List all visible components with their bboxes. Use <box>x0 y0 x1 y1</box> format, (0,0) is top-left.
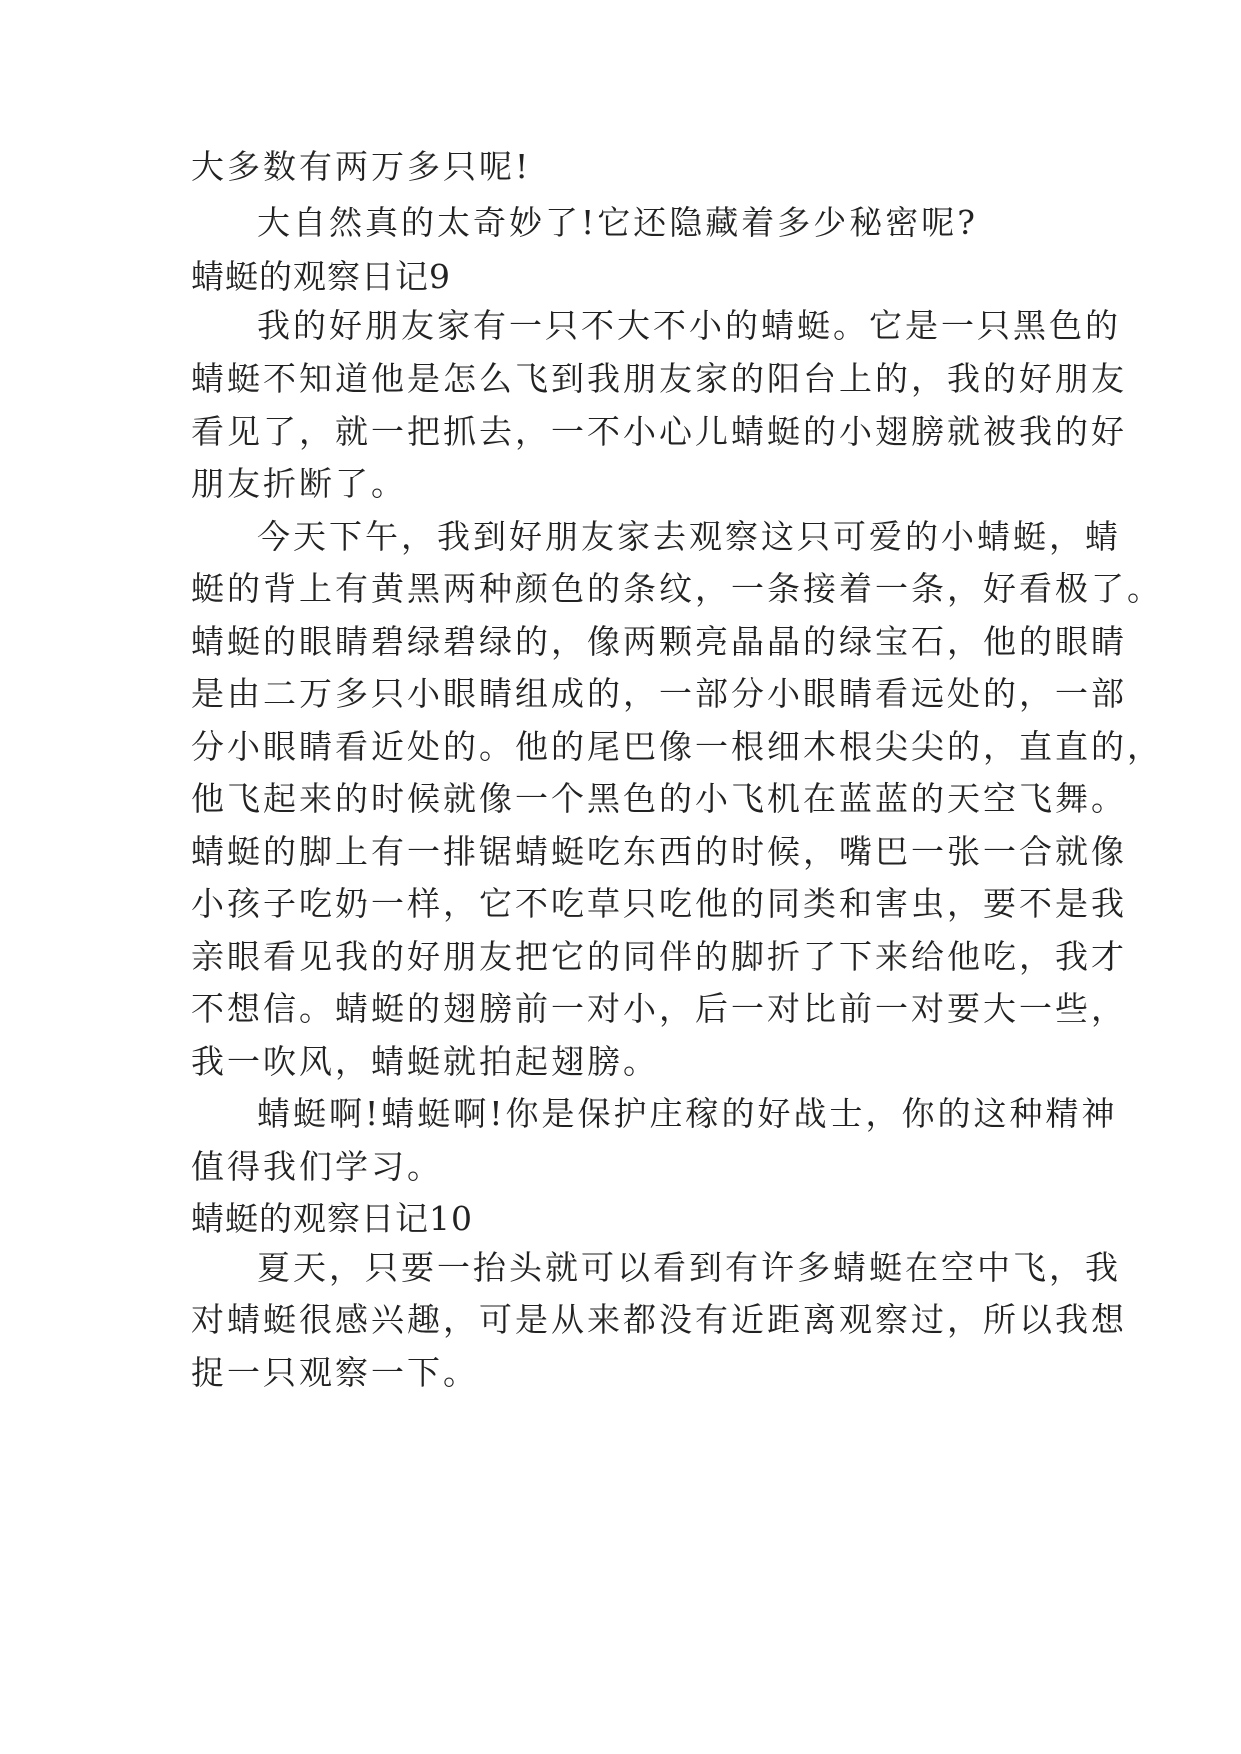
paragraph-line: 我的好朋友家有一只不大不小的蜻蜓。它是一只黑色的 <box>257 306 1121 345</box>
text-line: 捉一只观察一下。 <box>191 1353 479 1392</box>
text-line: 我一吹风，蜻蜓就拍起翅膀。 <box>191 1042 659 1081</box>
text-line: 大多数有两万多只呢! <box>191 147 532 186</box>
text-line: 值得我们学习。 <box>191 1147 443 1186</box>
paragraph-line: 夏天，只要一抬头就可以看到有许多蜻蜓在空中飞，我 <box>257 1248 1121 1287</box>
text-line: 亲眼看见我的好朋友把它的同伴的脚折了下来给他吃，我才 <box>191 937 1127 976</box>
section-heading: 蜻蜓的观察日记10 <box>191 1199 473 1238</box>
paragraph-line: 今天下午，我到好朋友家去观察这只可爱的小蜻蜓，蜻 <box>257 517 1121 556</box>
paragraph-line: 大自然真的太奇妙了!它还隐藏着多少秘密呢? <box>257 203 978 242</box>
text-line: 分小眼睛看近处的。他的尾巴像一根细木根尖尖的，直直的， <box>191 727 1163 766</box>
text-line: 看见了，就一把抓去，一不小心儿蜻蜓的小翅膀就被我的好 <box>191 412 1127 451</box>
text-line: 蜻蜓的脚上有一排锯蜻蜓吃东西的时候，嘴巴一张一合就像 <box>191 832 1127 871</box>
text-line: 蜓的背上有黄黑两种颜色的条纹，一条接着一条，好看极了。 <box>191 569 1163 608</box>
text-line: 是由二万多只小眼睛组成的，一部分小眼睛看远处的，一部 <box>191 674 1127 713</box>
text-line: 对蜻蜓很感兴趣，可是从来都没有近距离观察过，所以我想 <box>191 1300 1127 1339</box>
text-line: 他飞起来的时候就像一个黑色的小飞机在蓝蓝的天空飞舞。 <box>191 779 1127 818</box>
text-line: 不想信。蜻蜓的翅膀前一对小，后一对比前一对要大一些， <box>191 989 1127 1028</box>
text-line: 蜻蜓不知道他是怎么飞到我朋友家的阳台上的，我的好朋友 <box>191 359 1127 398</box>
paragraph-line: 蜻蜓啊!蜻蜓啊!你是保护庄稼的好战士，你的这种精神 <box>257 1094 1118 1133</box>
text-line: 小孩子吃奶一样，它不吃草只吃他的同类和害虫，要不是我 <box>191 884 1127 923</box>
text-line: 蜻蜓的眼睛碧绿碧绿的，像两颗亮晶晶的绿宝石，他的眼睛 <box>191 622 1127 661</box>
text-line: 朋友折断了。 <box>191 464 407 503</box>
section-heading: 蜻蜓的观察日记9 <box>191 257 451 296</box>
